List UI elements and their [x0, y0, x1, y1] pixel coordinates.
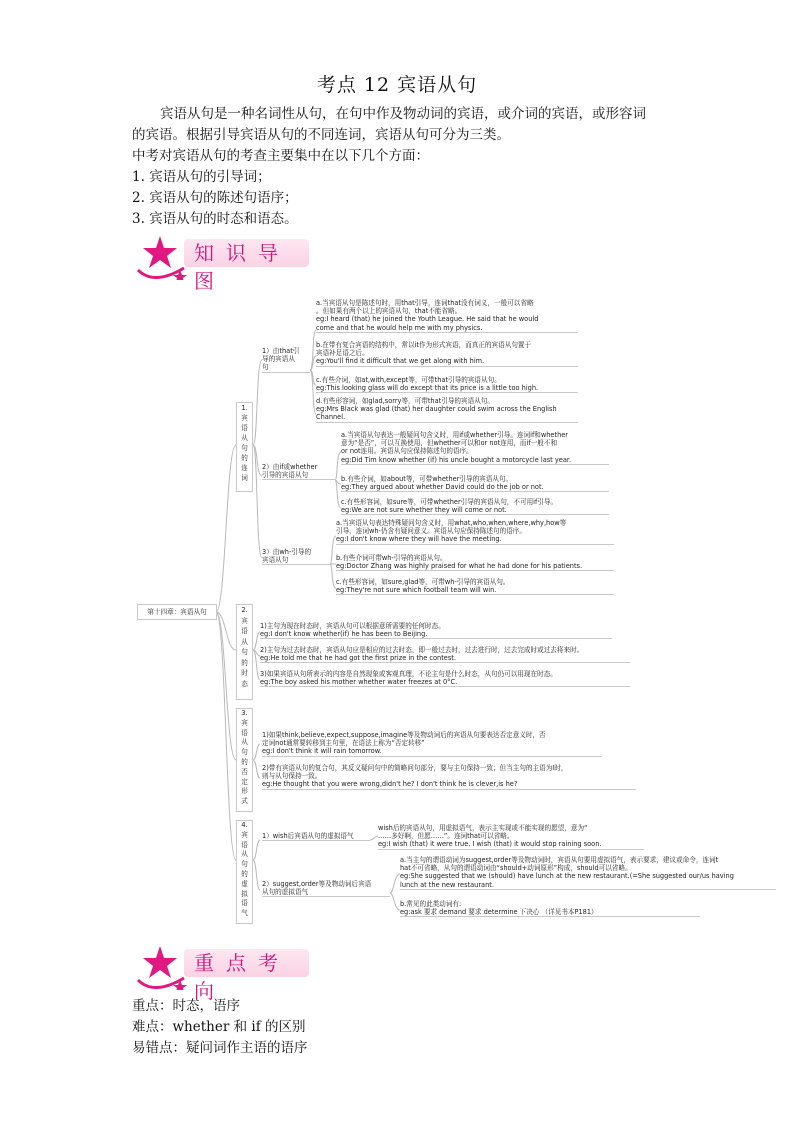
section-banner-focus — [132, 946, 332, 1003]
b1-s2-item-c: c.有些形容词，如sure等，可带whether引导的宾语从句，不可用if引导。 eg:We are not sure whether they will come or not. — [341, 498, 609, 515]
b1-s1-item-a: a.当宾语从句是陈述句时，用that引导，连词that没有词义，一般可以省略 。但如果有两个以上的宾语从句，that不能省略。 eg:I heard (that) he joined the Youth League. He said that he would come and that he would help me with my physics. — [316, 299, 578, 333]
b3-item-1: 1)如果think,believe,expect,suppose,imagine等及物动词后的宾语从句要表达否定意义时，否 定词not通常要转移到主句里，在语法上称为“否定转移” eg:I don't think it will rain tomorrow. — [262, 731, 602, 757]
b4-s2-item-a: a.当主句的谓语动词为suggest,order等及物动词时，宾语从句要用虚拟语气，表示要求，建议或命令，连词t hat不可省略，从句的谓语动词由“should+动词原形”构成，should可以省略。 eg:She suggested that we (should) have lunch at the new restaurant.(=She suggested our/us having lunch at the new restaurant. — [400, 856, 776, 890]
b1-s1-item-b: b.在带有复合宾语的结构中，常以it作为形式宾语，而真正的宾语从句置于 宾语补足语之后。 eg:You'll find it difficult that we get along with him. — [316, 341, 578, 367]
difficult-point: 难点：whether 和 if 的区别 — [132, 1019, 306, 1035]
b1-s1-item-c: c.有些介词，如at,with,except等，可带that引导的宾语从句。 eg:This looking glass will do except that its price is a little too high. — [316, 376, 578, 393]
page-title: 考点 12 宾语从句 — [316, 74, 478, 96]
banner-focus-text: 重点考向 — [184, 949, 309, 977]
b1-s3-item-c: c.有些形容词，如sure,glad等，可带wh-引导的宾语从句。 eg:They're not sure which football team will win. — [336, 578, 614, 595]
b2-item-3: 3)如果宾语从句所表示的内容是自然现象或客观真理，不论主句是什么时态，从句仍可以用现在时态。 eg:The boy asked his mother whether water freezes at 0°C. — [260, 670, 630, 687]
branch-4-label: 4. 宾 语 从 句 的 虚 拟 语 气 — [236, 820, 253, 924]
star-swoosh-icon — [132, 944, 192, 990]
b1-s1-item-d: d.有些形容词，如glad,sorry等，可带that引导的宾语从句。 eg:Mrs Black was glad (that) her daughter could swim across the English Channel. — [316, 397, 578, 423]
intro-item-3: 3. 宾语从句的时态和语态。 — [132, 211, 298, 227]
banner-mindmap-text: 知识导图 — [184, 239, 309, 267]
b4-sub-wish: 1）wish后宾语从句的虚拟语气 — [262, 832, 370, 841]
b2-item-2: 2)主句为过去时态时，宾语从句应是相应的过去时态，即一般过去时，过去进行时，过去完成时或过去将来时。 eg:He told me that he had got the first prize in the contest. — [260, 646, 630, 663]
branch-3-label: 3. 宾 语 从 句 的 否 定 形 式 — [236, 708, 253, 812]
b4-sub-suggest: 2）suggest,order等及物动词后宾语 从句的虚拟语气 — [262, 880, 390, 897]
branch-1-label: 1. 宾 语 从 句 的 连 词 — [236, 402, 253, 492]
b1-s2-item-a: a.当宾语从句表达一般疑问句含义时，用if或whether引导。连词if和whether 意为“是否”，可以互换使用，但whether可以和or not连用，而if一般不和 or not连用。宾语从句应保持陈述句的语序。 eg:Did Tim know whether (if) his uncle bought a motorcycle last year. — [341, 431, 609, 465]
intro-line-1: 宾语从句是一种名词性从句，在句中作及物动词的宾语，或介词的宾语，或形容词 — [160, 106, 646, 122]
branch-2-label: 2. 宾 语 从 句 的 时 态 — [236, 604, 253, 700]
b2-item-1: 1)主句为现在时态时，宾语从句可以根据意所需要的任何时态。 eg:I don't know whether(if) he has been to Beijing. — [260, 622, 612, 639]
b1-sub-wh: 3）由wh-引导的 宾语从句 — [262, 548, 330, 565]
intro-item-2: 2. 宾语从句的陈述句语序； — [132, 190, 298, 206]
intro-item-1: 1. 宾语从句的引导词； — [132, 169, 271, 185]
b1-s3-item-a: a.当宾语从句表达特殊疑问句含义时，用what,who,when,where,why,how等 引导，连词wh-仍含有疑问意义。宾语从句应保持陈述句的语序。 eg:I don't know where they will have the meeting. — [336, 519, 614, 545]
error-prone-point: 易错点：疑问词作主语的语序 — [132, 1040, 308, 1056]
intro-line-3: 中考对宾语从句的考查主要集中在以下几个方面： — [132, 148, 429, 164]
b3-item-2: 2)带有宾语从句的复合句，其反义疑问句中的简略问句部分，要与主句保持一致；但当主句的主语为I时， 则与从句保持一致。 eg:He thought that you were wrong,didn't he? I don't think he is clever,is he? — [262, 764, 636, 790]
b4-s1-item-a: wish后的宾语从句，用虚拟语气，表示主实现或不能实现的愿望，意为“ ……多好啊，但愿……”。连词that可以省略。 eg:I wish (that) it were true. I wish (that) it would stop raining soon. — [378, 824, 644, 850]
b1-s2-item-b: b.有些介词，如about等，可带whether引导的宾语从句。 eg:They argued about whether David could do the job or not. — [341, 475, 609, 492]
b1-sub-that: 1）由that引 导的宾语从 句 — [262, 347, 310, 373]
key-point: 重点：时态，语序 — [132, 998, 240, 1014]
b1-s3-item-b: b.有些介词可带wh-引导的宾语从句。 eg:Doctor Zhang was highly praised for what he had done for his patients. — [336, 554, 614, 571]
intro-line-2: 的宾语。根据引导宾语从句的不同连词，宾语从句可分为三类。 — [132, 127, 510, 143]
mindmap-root: 第十四章：宾语从句 — [137, 604, 217, 620]
b1-sub-if-whether: 2）由if或whether 引导的宾语从句 — [262, 463, 335, 480]
b4-s2-item-b: b.常见的此类动词有: eg:ask 要求 demand 要求 determine 下决心 （详见书本P181） — [400, 900, 700, 917]
